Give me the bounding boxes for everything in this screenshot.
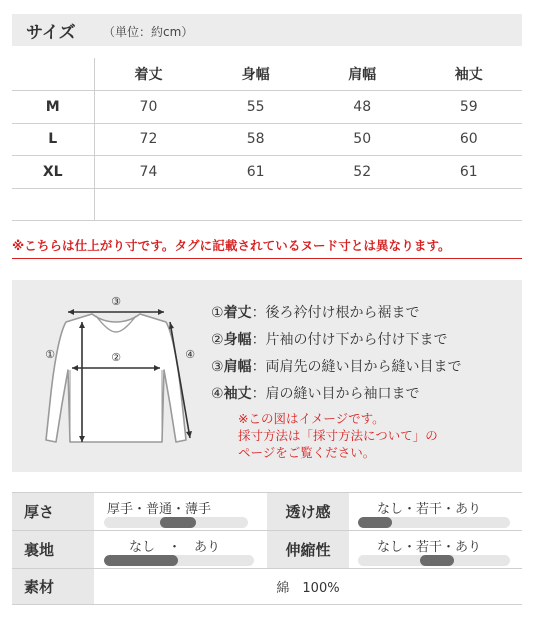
measurement-panel [12, 280, 522, 472]
size-value: 52 [353, 163, 372, 180]
size-value: 61 [459, 163, 478, 180]
col-header: 肩幅 [348, 67, 377, 83]
size-value: 58 [246, 131, 265, 148]
measurement-item: ③肩幅：両肩先の縫い目から縫い目まで [211, 359, 462, 375]
title-bar [12, 14, 522, 46]
col-header: 身幅 [241, 67, 270, 83]
note-line: ※この図はイメージです。 [238, 411, 385, 426]
stretch-level-bar [358, 555, 510, 566]
spec-label: 素材 [12, 569, 94, 604]
page-title: サイズ [26, 23, 76, 43]
spec-options: なし・若干・あり [377, 502, 482, 517]
table-row [12, 91, 522, 124]
diagram-label-1: ① [45, 348, 55, 361]
note-line: ページをご覧ください。 [238, 445, 376, 460]
measurement-item: ②身幅：片袖の付け下から付け下まで [211, 332, 448, 348]
empty-cell [309, 188, 416, 221]
level-fill [358, 517, 392, 528]
thickness-level-bar [104, 517, 248, 528]
spec-options: なし・若干・あり [377, 540, 482, 555]
size-label: L [12, 123, 94, 156]
size-table [12, 58, 522, 221]
finished-size-notice: ※こちらは仕上がり寸です。タグに記載されているヌード寸とは異なります。 [12, 238, 451, 253]
shirt-diagram [30, 292, 202, 462]
size-table-header [12, 58, 522, 91]
corner-cell [12, 58, 94, 91]
spec-label: 裏地 [12, 531, 94, 568]
size-value: 60 [459, 131, 478, 148]
table-row-empty [12, 188, 522, 221]
arrow-head [186, 431, 192, 438]
size-label: XL [12, 156, 94, 189]
size-value: 61 [246, 163, 265, 180]
lining-level-bar [104, 555, 254, 566]
arrow-head [158, 309, 164, 315]
size-value: 55 [246, 98, 265, 115]
empty-cell [202, 188, 309, 221]
diagram-label-3: ③ [111, 295, 121, 308]
size-value: 48 [353, 98, 372, 115]
size-value: 72 [139, 131, 158, 148]
size-value: 59 [459, 98, 478, 115]
spec-row [12, 569, 522, 605]
spec-options: なし ・ あり [129, 540, 221, 555]
notice-divider [12, 258, 522, 259]
table-row [12, 156, 522, 189]
spec-options: 厚手・普通・薄手 [107, 502, 212, 517]
measurement-item: ①着丈：後ろ衿付け根から裾まで [211, 305, 420, 321]
table-row [12, 123, 522, 156]
spec-table [12, 492, 522, 605]
empty-cell [12, 188, 94, 221]
diagram-label-4: ④ [185, 348, 195, 361]
spec-row [12, 531, 522, 569]
diagram-label-2: ② [111, 351, 121, 364]
note-line: 採寸方法は「採寸方法について」の [238, 428, 438, 443]
measurement-list [211, 302, 462, 410]
unit-label: （単位：約cm） [103, 25, 194, 39]
spec-label: 透け感 [267, 493, 349, 530]
measurement-item: ④袖丈：肩の縫い目から袖口まで [211, 386, 420, 402]
sheer-level-bar [358, 517, 510, 528]
col-header: 着丈 [134, 67, 163, 83]
arrow-head [68, 309, 74, 315]
spec-row [12, 493, 522, 531]
shirt-outline [46, 314, 186, 442]
spec-label: 厚さ [12, 493, 94, 530]
level-fill [420, 555, 454, 566]
spec-label: 伸縮性 [267, 531, 349, 568]
size-label: M [12, 91, 94, 124]
material-value: 綿 100% [276, 581, 340, 596]
empty-cell [415, 188, 522, 221]
empty-cell [94, 188, 202, 221]
level-fill [104, 555, 178, 566]
level-fill [160, 517, 196, 528]
size-value: 50 [353, 131, 372, 148]
diagram-note [238, 410, 438, 461]
size-value: 74 [139, 163, 158, 180]
size-value: 70 [139, 98, 158, 115]
col-header: 袖丈 [454, 67, 483, 83]
